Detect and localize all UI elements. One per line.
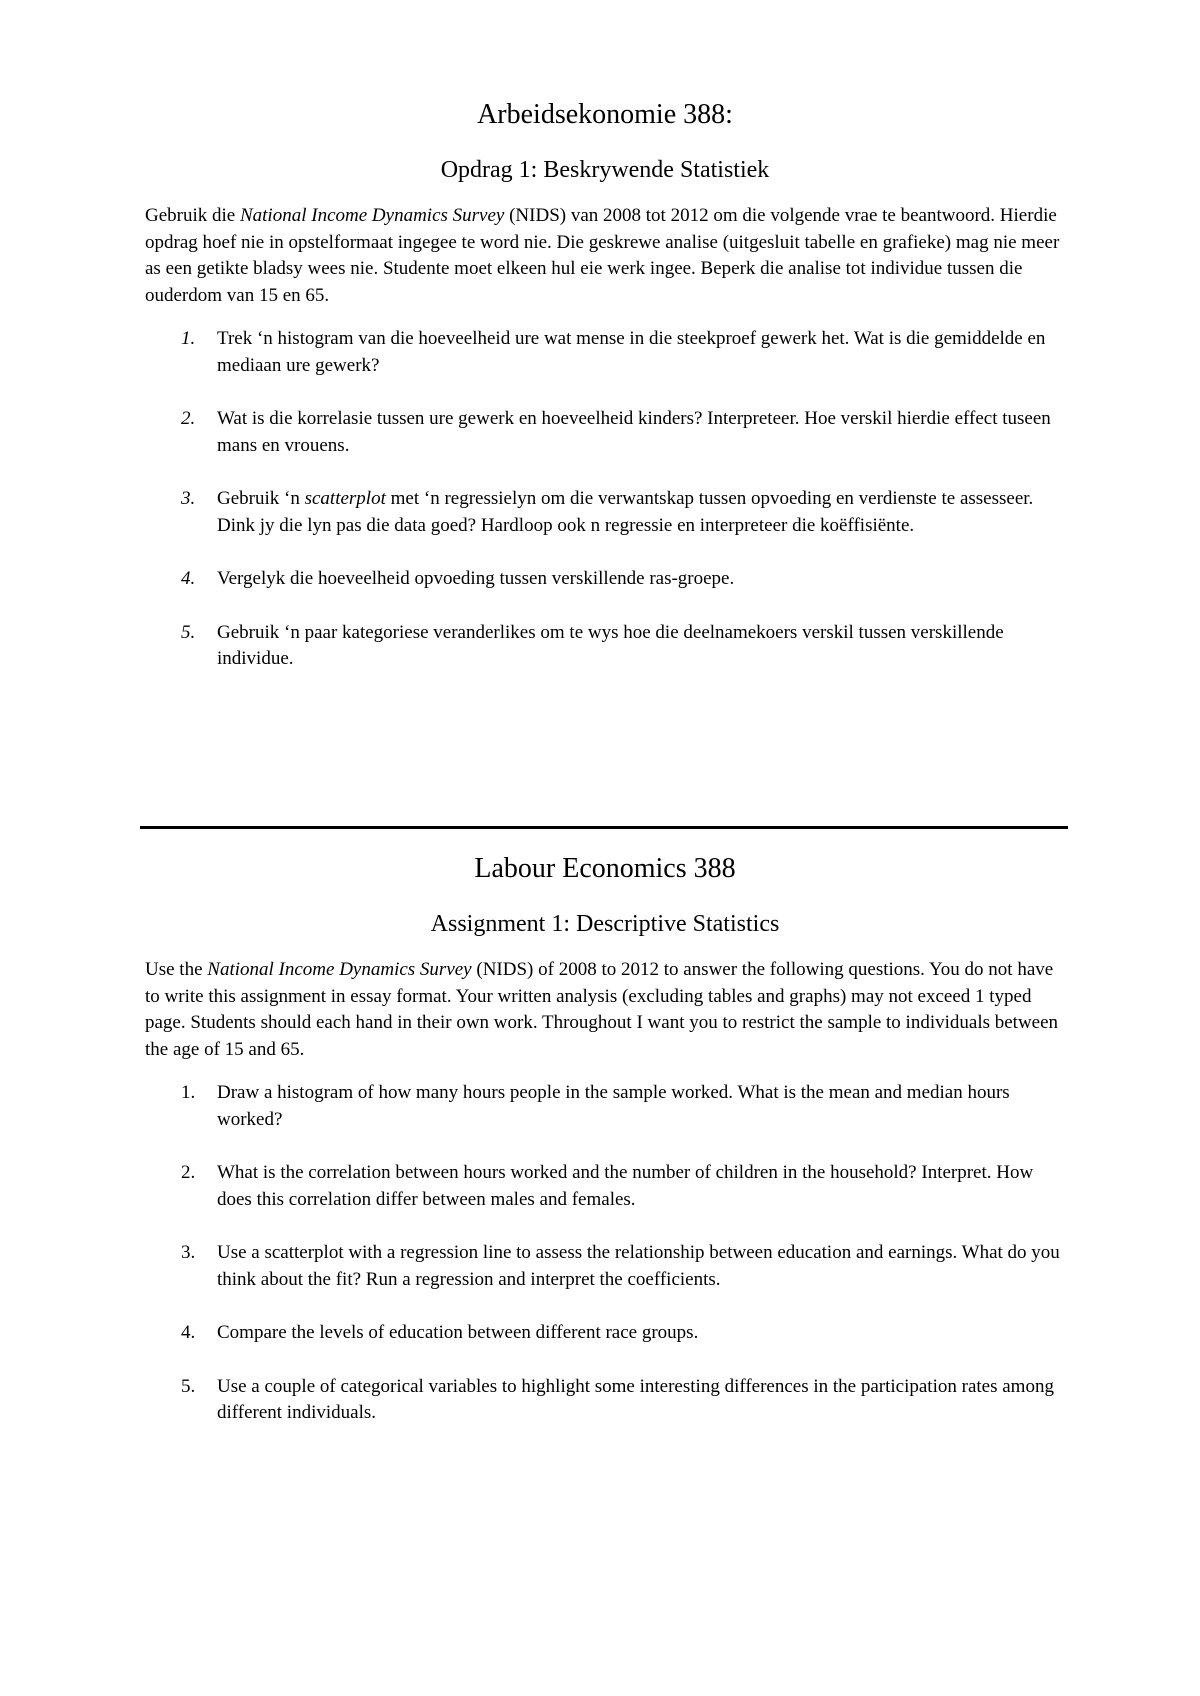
question-text: Trek ‘n histogram van die hoeveelheid ure wat mense in die steekproef gewerk het. Wat is die gemiddelde en mediaan ure gewerk? <box>217 328 1046 376</box>
question-number: 3. <box>181 1242 196 1263</box>
question-text-start: Gebruik ‘n <box>217 488 305 509</box>
question-text: Vergelyk die hoeveelheid opvoeding tussen verskillende ras-groepe. <box>217 568 735 589</box>
question-number: 2. <box>181 408 196 429</box>
question-item <box>145 406 1065 459</box>
survey-name: National Income Dynamics Survey <box>207 959 472 980</box>
question-number: 5. <box>181 621 196 643</box>
question-list <box>145 1080 1065 1427</box>
question-number: 4. <box>181 568 196 589</box>
question-item <box>145 326 1065 379</box>
question-text: Use a couple of categorical variables to highlight some interesting differences in the participation rates among different individuals. <box>217 1375 1054 1423</box>
question-text: Use a scatterplot with a regression line to assess the relationship between education and earnings. What do you think about the fit? Run a regression and interpret the coefficients. <box>217 1242 1060 1290</box>
intro-paragraph <box>145 957 1065 1063</box>
question-text: What is the correlation between hours worked and the number of children in the household? Interpret. How does this correlation differ between males and females. <box>217 1162 1034 1210</box>
question-text: Draw a histogram of how many hours people in the sample worked. What is the mean and median hours worked? <box>217 1082 1010 1130</box>
assignment-subtitle: Assignment 1: Descriptive Statistics <box>430 911 780 937</box>
question-number: 1. <box>181 328 196 349</box>
question-item <box>145 620 1065 673</box>
intro-text-end: (NIDS) van 2008 tot 2012 om die volgende vrae te beantwoord. Hierdie opdrag hoef nie in opstelformaat ingegee te word nie. Die geskrewe analise (uitgesluit tabelle en grafieke) mag nie meer as een getikte bladsy wees nie. Studente moet elkeen hul eie werk ingee. Beperk die analise tot individue tussen die ouderdom van 15 en 65. <box>145 205 1060 306</box>
section-divider <box>140 826 1068 829</box>
question-text <box>217 488 1033 536</box>
afrikaans-section <box>145 98 1065 700</box>
question-item <box>145 486 1065 539</box>
question-item <box>145 1240 1065 1293</box>
question-text: Compare the levels of education between different race groups. <box>217 1322 699 1343</box>
page-title: Labour Economics 388 <box>474 853 736 884</box>
intro-paragraph <box>145 203 1065 309</box>
question-number: 3. <box>181 488 196 509</box>
question-number: 1. <box>181 1082 196 1103</box>
intro-text-end: (NIDS) of 2008 to 2012 to answer the following questions. You do not have to write this assignment in essay format. Your written analysis (excluding tables and graphs) may not exceed 1 typed page. Students should each hand in their own work. Throughout I want you to restrict the sample to individuals between the age of 15 and 65. <box>145 959 1059 1060</box>
question-item <box>145 1160 1065 1213</box>
intro-text-start: Use the <box>145 959 208 980</box>
question-number: 2. <box>181 1162 196 1183</box>
question-item <box>145 1374 1065 1427</box>
question-item <box>145 566 1065 593</box>
question-text-end: met ‘n regressielyn om die verwantskap tussen opvoeding en verdienste te assesseer. Dink jy die lyn pas die data goed? Hardloop ook n regressie en interpreteer die koëffisiënte. <box>217 488 1034 536</box>
intro-text-start: Gebruik die <box>145 205 240 226</box>
scatterplot-term: scatterplot <box>304 488 386 509</box>
question-item <box>145 1080 1065 1133</box>
assignment-subtitle: Opdrag 1: Beskrywende Statistiek <box>440 157 770 183</box>
english-section <box>145 852 1065 1454</box>
question-number: 5. <box>181 1375 196 1397</box>
question-number: 4. <box>181 1322 196 1343</box>
page-title: Arbeidsekonomie 388: <box>477 99 733 130</box>
question-text: Wat is die korrelasie tussen ure gewerk en hoeveelheid kinders? Interpreteer. Hoe verskil hierdie effect tuseen mans en vrouens. <box>217 408 1051 456</box>
question-item <box>145 1320 1065 1347</box>
question-text: Gebruik ‘n paar kategoriese veranderlikes om te wys hoe die deelnamekoers verskil tussen verskillende individue. <box>217 621 1004 669</box>
survey-name: National Income Dynamics Survey <box>239 205 505 226</box>
question-list <box>145 326 1065 673</box>
